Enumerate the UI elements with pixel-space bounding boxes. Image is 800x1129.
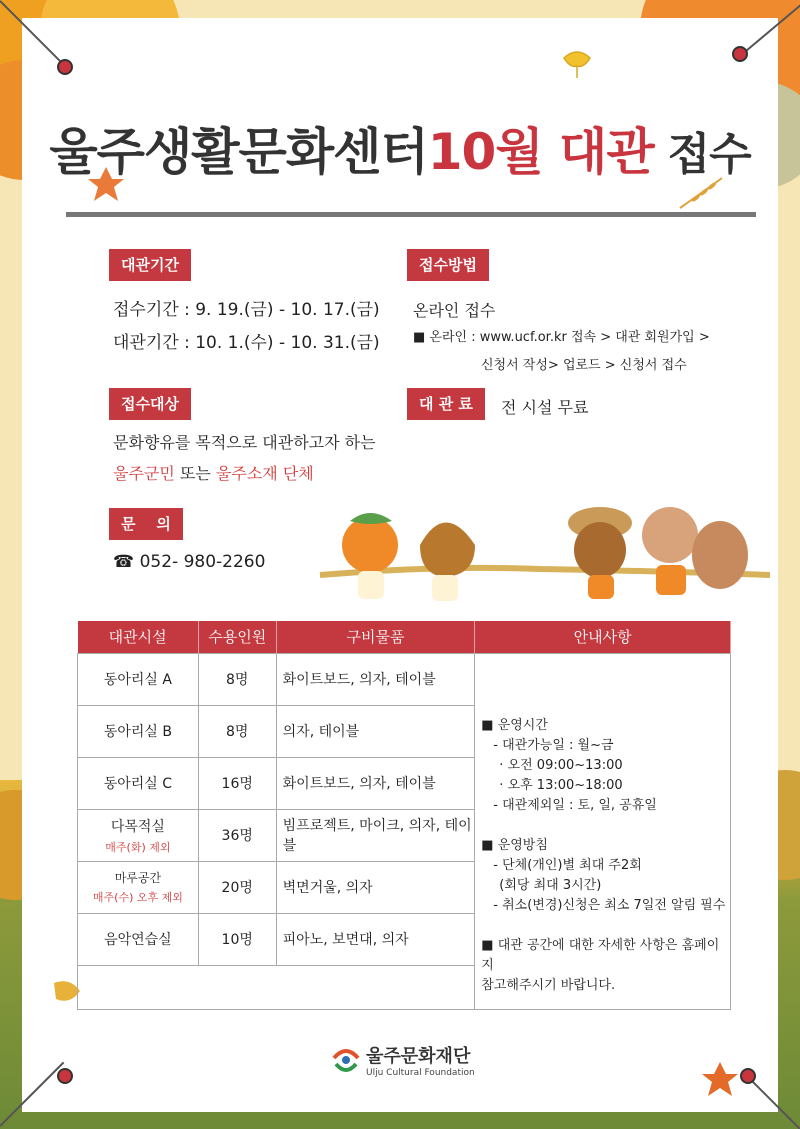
facility-equipment: 피아노, 보면대, 의자 <box>276 913 475 965</box>
facility-equipment: 화이트보드, 의자, 테이블 <box>276 653 475 705</box>
persimmon-character <box>342 513 398 599</box>
title-part-3: 접수 <box>667 129 751 180</box>
policy-2: - 취소(변경)신청은 최소 7일전 알림 필수 <box>493 898 726 913</box>
fee-label: 대 관 료 <box>407 388 485 420</box>
ginkgo-leaf-icon <box>560 48 594 82</box>
pin-top-left <box>57 59 73 75</box>
facility-name-text: 마루공간 <box>114 871 162 885</box>
hours-excluded: - 대관제외일 : 토, 일, 공휴일 <box>493 798 657 813</box>
header-capacity: 수용인원 <box>198 621 276 653</box>
pin-bottom-right <box>740 1068 756 1084</box>
target-line-2 <box>113 461 314 484</box>
facility-equipment: 벽면거울, 의자 <box>276 861 475 913</box>
foundation-logo-icon <box>330 1042 362 1078</box>
policy-1b: (회당 최대 3시간) <box>499 878 602 893</box>
period-label: 대관기간 <box>109 249 191 281</box>
hours-pm: · 오후 13:00~18:00 <box>499 778 623 793</box>
empty-cell <box>78 965 475 1009</box>
pin-bottom-left <box>57 1068 73 1084</box>
facility-name-text: 다목적실 <box>110 818 165 835</box>
title-part-2: 10월 대관 <box>427 123 654 181</box>
policy-block <box>481 836 730 916</box>
policy-1: - 단체(개인)별 최대 주2회 <box>493 858 642 873</box>
target-label: 접수대상 <box>109 388 191 420</box>
target-groups: 울주소재 단체 <box>215 464 314 483</box>
facility-equipment: 화이트보드, 의자, 테이블 <box>276 757 475 809</box>
contact-phone-line <box>113 552 265 572</box>
facility-capacity: 20명 <box>198 861 276 913</box>
facility-name <box>78 861 199 913</box>
contact-phone[interactable]: 052- 980-2260 <box>139 552 266 572</box>
facilities-table <box>77 621 731 1010</box>
info-cell <box>475 653 731 1009</box>
hours-days: - 대관가능일 : 월~금 <box>493 738 614 753</box>
facility-capacity: 10명 <box>198 913 276 965</box>
telephone-icon: ☎ <box>113 552 135 572</box>
table-header-row <box>78 621 731 653</box>
foundation-english: Ulju Cultural Foundation <box>366 1068 475 1078</box>
fee-value: 전 시설 무료 <box>501 398 589 417</box>
facility-name <box>78 757 199 809</box>
table-row <box>78 653 731 705</box>
facility-name <box>78 653 199 705</box>
hours-am: · 오전 09:00~13:00 <box>499 758 623 773</box>
maple-leaf-icon <box>700 1060 740 1100</box>
facility-note: 매주(화) 제외 <box>105 840 171 854</box>
header-facility: 대관시설 <box>78 621 199 653</box>
header-equipment: 구비물품 <box>276 621 475 653</box>
facility-note: 매주(수) 오후 제외 <box>92 891 183 904</box>
method-line-1: ■ 온라인 : www.ucf.or.kr 접속 > 대관 회원가입 > <box>413 330 710 345</box>
contact-label: 문 의 <box>109 508 183 540</box>
page-title <box>0 112 800 184</box>
facility-name-text: 동아리실 A <box>103 672 172 688</box>
facility-capacity: 8명 <box>198 705 276 757</box>
method-main: 온라인 접수 <box>413 301 496 320</box>
tug-of-war-illustration <box>300 495 780 615</box>
facility-capacity: 36명 <box>198 809 276 861</box>
facility-name-text: 동아리실 B <box>103 724 172 740</box>
receipt-period: 접수기간 : 9. 19.(금) - 10. 17.(금) <box>113 300 380 320</box>
acorn-character <box>568 507 632 599</box>
detail-1: ■ 대관 공간에 대한 자세한 사항은 홈페이지 <box>481 938 720 973</box>
chestnut-character <box>420 523 475 602</box>
title-part-1: 울주생활문화센터 <box>49 123 428 181</box>
facility-name <box>78 705 199 757</box>
foundation-logo <box>330 1040 480 1086</box>
target-line-1: 문화향유를 목적으로 대관하고자 하는 <box>113 433 376 452</box>
facility-name-text: 음악연습실 <box>104 932 172 948</box>
target-or: 또는 <box>174 464 216 483</box>
hours-block <box>481 716 730 816</box>
facility-name <box>78 913 199 965</box>
facility-equipment: 빔프로젝트, 마이크, 의자, 테이블 <box>276 809 475 861</box>
foundation-name: 울주문화재단 <box>366 1046 471 1067</box>
method-line-2: 신청서 작성> 업로드 > 신청서 접수 <box>481 358 687 373</box>
target-residents: 울주군민 <box>113 464 175 483</box>
facility-name-text: 동아리실 C <box>103 776 173 792</box>
facility-capacity: 8명 <box>198 653 276 705</box>
method-label: 접수방법 <box>407 249 489 281</box>
pin-top-right <box>732 46 748 62</box>
squirrel-character <box>642 507 748 595</box>
policy-title: ■ 운영방침 <box>481 838 548 853</box>
detail-block <box>481 936 730 996</box>
hours-title: ■ 운영시간 <box>481 718 548 733</box>
rental-period: 대관기간 : 10. 1.(수) - 10. 31.(금) <box>113 333 380 353</box>
title-divider <box>66 212 756 217</box>
header-info: 안내사항 <box>475 621 731 653</box>
facility-capacity: 16명 <box>198 757 276 809</box>
facility-name <box>78 809 199 861</box>
detail-2: 참고해주시기 바랍니다. <box>481 978 616 993</box>
facility-equipment: 의자, 테이블 <box>276 705 475 757</box>
